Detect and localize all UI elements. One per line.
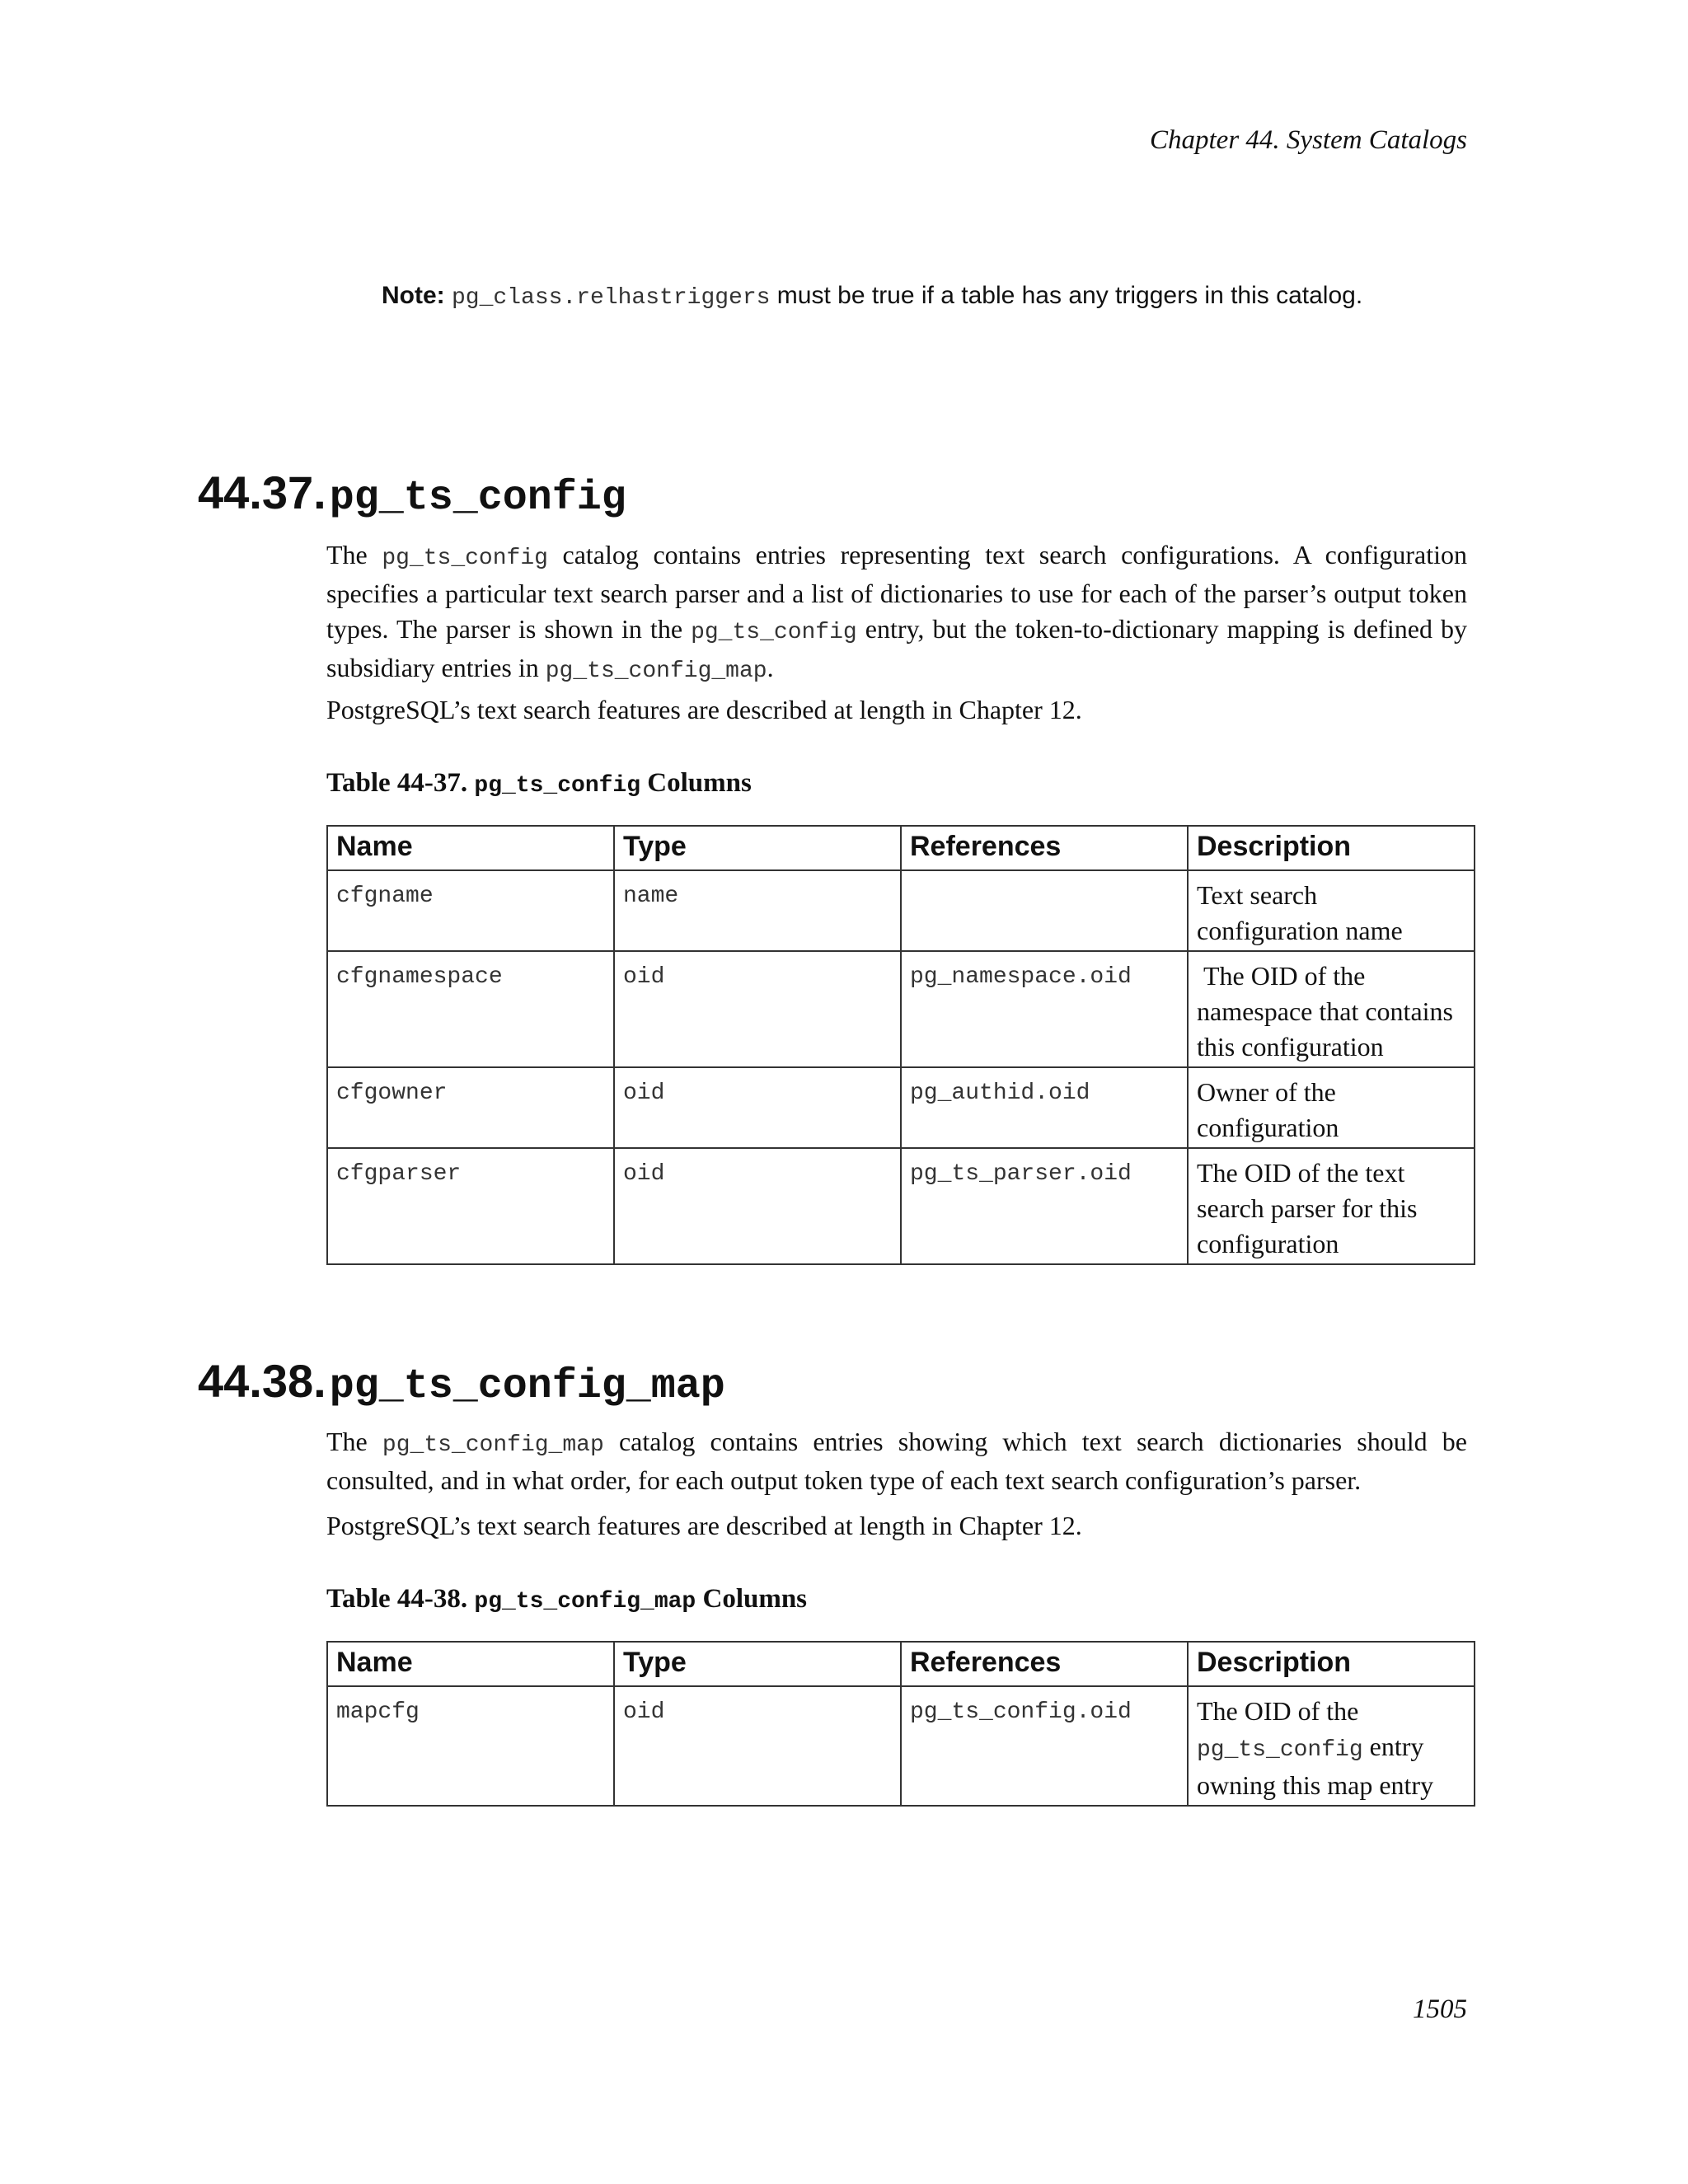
cell-name: cfgnamespace xyxy=(327,951,614,1067)
running-header: Chapter 44. System Catalogs xyxy=(1150,125,1467,155)
cell-name: mapcfg xyxy=(327,1686,614,1806)
inline-code: pg_ts_config xyxy=(382,546,548,571)
section-number: 44.38. xyxy=(198,1355,326,1407)
pg-ts-config-map-columns-table xyxy=(326,1641,1475,1807)
column-header-name: Name xyxy=(327,826,614,870)
table-header-row xyxy=(327,826,1475,870)
column-header-references: References xyxy=(901,826,1188,870)
column-header-name: Name xyxy=(327,1642,614,1686)
section-number: 44.37. xyxy=(198,466,326,518)
table-row xyxy=(327,870,1475,951)
table-row xyxy=(327,951,1475,1067)
table-row xyxy=(327,1067,1475,1148)
cell-description: Owner of the configuration xyxy=(1188,1067,1475,1148)
column-header-description: Description xyxy=(1188,1642,1475,1686)
table-title-44-37: Table 44-37. pg_ts_config Columns xyxy=(326,768,752,799)
inline-code: pg_ts_config_map xyxy=(545,658,767,684)
inline-code: pg_ts_config_map xyxy=(382,1432,604,1458)
column-header-type: Type xyxy=(614,826,901,870)
cell-type: oid xyxy=(614,1067,901,1148)
cell-references: pg_ts_parser.oid xyxy=(901,1148,1188,1264)
cell-name: cfgname xyxy=(327,870,614,951)
note-text: must be true if a table has any triggers in this catalog. xyxy=(770,282,1363,309)
table-row xyxy=(327,1148,1475,1264)
section-title-pg-ts-config-map xyxy=(198,1354,725,1410)
cell-type: name xyxy=(614,870,901,951)
table-header-row xyxy=(327,1642,1475,1686)
section2-paragraph-2: PostgreSQL’s text search features are described at length in Chapter 12. xyxy=(326,1511,1082,1540)
table-title-44-38: Table 44-38. pg_ts_config_map Columns xyxy=(326,1584,808,1615)
table-row xyxy=(327,1686,1475,1806)
cell-type: oid xyxy=(614,951,901,1067)
inline-code: pg_ts_config xyxy=(1197,1737,1363,1763)
column-header-description: Description xyxy=(1188,826,1475,870)
cell-references: pg_authid.oid xyxy=(901,1067,1188,1148)
note xyxy=(382,282,1362,311)
cell-references: pg_namespace.oid xyxy=(901,951,1188,1067)
column-header-references: References xyxy=(901,1642,1188,1686)
section-name: pg_ts_config xyxy=(329,475,626,522)
section1-paragraph-1: The pg_ts_config catalog contains entries representing text search configurations. A configuration specifies a particular text search parser and a list of dictionaries to use for each of the parser’s output token types. The parser is shown in the pg_ts_config entry, but the token-to-dictionary mapping is defined by subsidiary entries in pg_ts_config_map. xyxy=(326,540,1468,684)
section-name: pg_ts_config_map xyxy=(329,1363,725,1410)
cell-references xyxy=(901,870,1188,951)
cell-description: The OID of the text search parser for this configuration xyxy=(1188,1148,1475,1264)
note-code: pg_class.relhastriggers xyxy=(452,285,771,311)
note-label: Note: xyxy=(382,282,445,309)
page-number: 1505 xyxy=(1413,1994,1467,2024)
column-header-type: Type xyxy=(614,1642,901,1686)
cell-description: The OID of the pg_ts_config entry owning this map entry xyxy=(1188,1686,1475,1806)
section2-paragraph-1: The pg_ts_config_map catalog contains entries showing which text search dictionaries should be consulted, and in what order, for each output token type of each text search configuration’s parser. xyxy=(326,1427,1467,1495)
cell-type: oid xyxy=(614,1148,901,1264)
cell-description: Text search configuration name xyxy=(1188,870,1475,951)
cell-type: oid xyxy=(614,1686,901,1806)
inline-code: pg_ts_config xyxy=(691,620,857,645)
cell-description: The OID of the namespace that contains this configuration xyxy=(1188,951,1475,1067)
section-title-pg-ts-config xyxy=(198,466,626,522)
cell-name: cfgparser xyxy=(327,1148,614,1264)
cell-references: pg_ts_config.oid xyxy=(901,1686,1188,1806)
cell-name: cfgowner xyxy=(327,1067,614,1148)
pg-ts-config-columns-table xyxy=(326,825,1475,1265)
section1-paragraph-2: PostgreSQL’s text search features are described at length in Chapter 12. xyxy=(326,695,1082,724)
